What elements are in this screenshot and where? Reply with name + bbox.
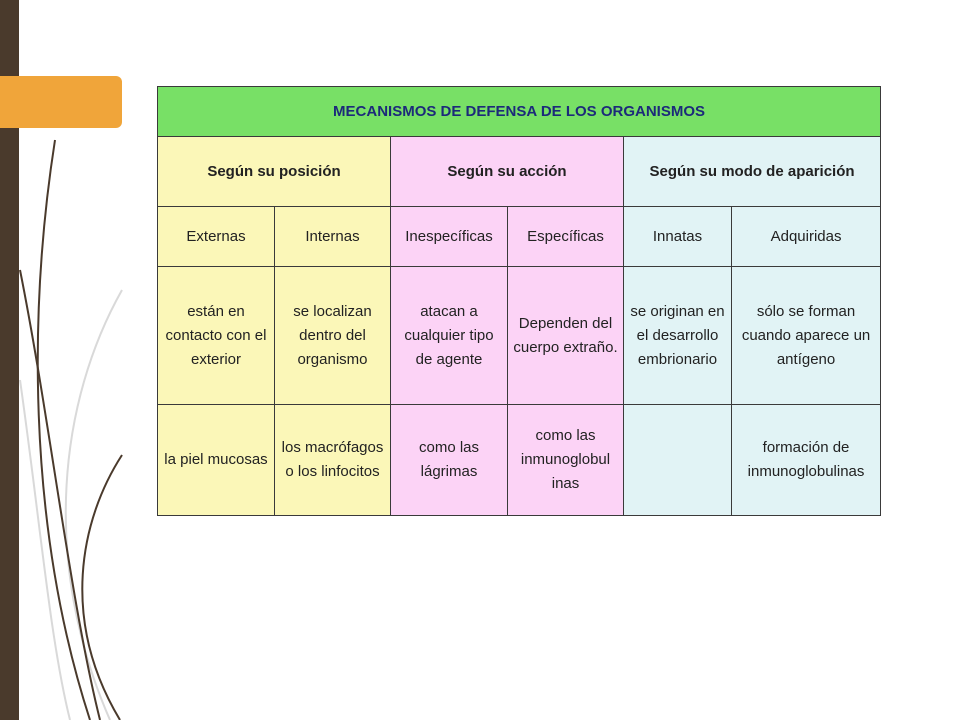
- description-cell: sólo se forman cuando aparece un antígeno: [732, 267, 881, 404]
- column-header-internas: Internas: [275, 207, 391, 267]
- orange-tab-decoration: [0, 76, 122, 128]
- description-row: [158, 267, 881, 404]
- example-cell: como las lágrimas: [391, 404, 508, 515]
- group-header-accion: Según su acción: [391, 137, 624, 207]
- example-cell: [624, 404, 732, 515]
- column-header-row: [158, 207, 881, 267]
- example-cell: como las inmunoglobul inas: [508, 404, 624, 515]
- description-cell: se originan en el desarrollo embrionario: [624, 267, 732, 404]
- table-title: MECANISMOS DE DEFENSA DE LOS ORGANISMOS: [158, 87, 881, 137]
- description-cell: Dependen del cuerpo extraño.: [508, 267, 624, 404]
- description-cell: se localizan dentro del organismo: [275, 267, 391, 404]
- column-header-innatas: Innatas: [624, 207, 732, 267]
- example-row: [158, 404, 881, 515]
- title-row: [158, 87, 881, 137]
- group-header-posicion: Según su posición: [158, 137, 391, 207]
- description-cell: atacan a cualquier tipo de agente: [391, 267, 508, 404]
- example-cell: la piel mucosas: [158, 404, 275, 515]
- column-header-adquiridas: Adquiridas: [732, 207, 881, 267]
- description-cell: están en contacto con el exterior: [158, 267, 275, 404]
- example-cell: los macrófagos o los linfocitos: [275, 404, 391, 515]
- defense-mechanisms-table: [157, 86, 881, 516]
- group-header-aparicion: Según su modo de aparición: [624, 137, 881, 207]
- column-header-inespecificas: Inespecíficas: [391, 207, 508, 267]
- column-header-especificas: Específicas: [508, 207, 624, 267]
- example-cell: formación de inmunoglobulinas: [732, 404, 881, 515]
- column-header-externas: Externas: [158, 207, 275, 267]
- group-header-row: [158, 137, 881, 207]
